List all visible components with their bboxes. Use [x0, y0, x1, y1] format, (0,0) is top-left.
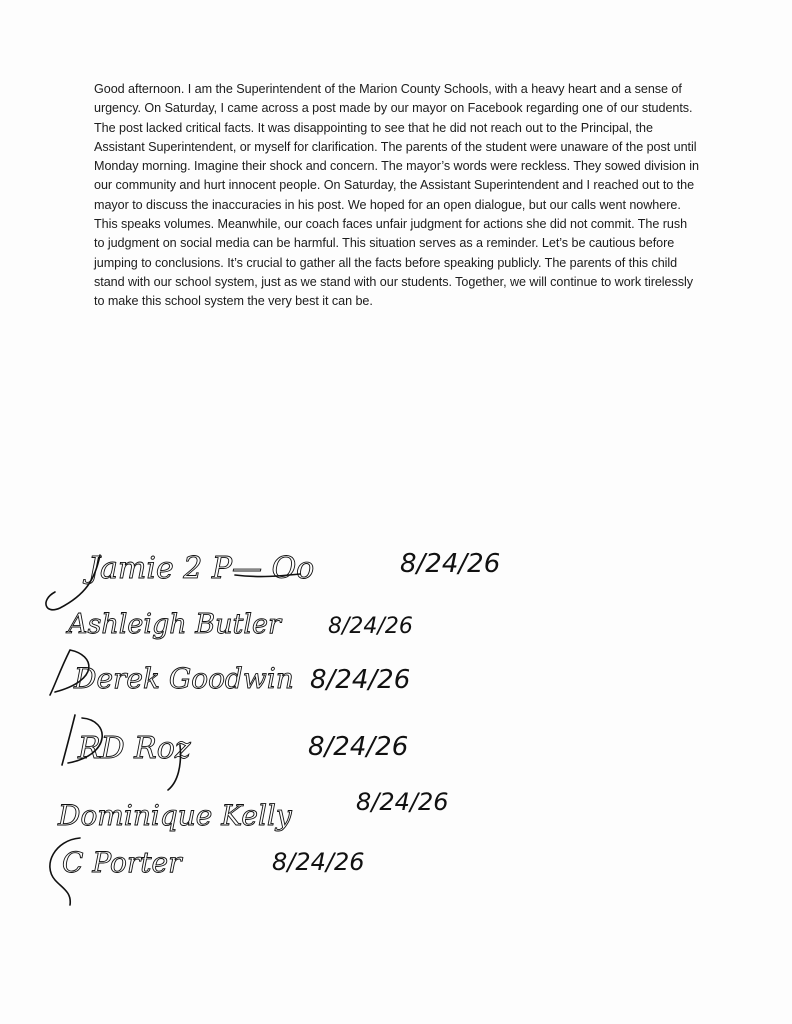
- signature-5-name: Dominique Kelly: [58, 799, 292, 832]
- signature-4-name: RD Roz: [78, 731, 191, 766]
- signature-2-date: 8/24/26: [328, 614, 413, 639]
- signature-canvas: [0, 520, 792, 920]
- signature-6: [50, 838, 365, 905]
- signature-block: [0, 520, 792, 920]
- signature-3-name: Derek Goodwin: [74, 662, 294, 695]
- signature-6-name: C Porter: [62, 846, 182, 879]
- signature-1: [46, 549, 500, 610]
- signature-6-date: 8/24/26: [272, 848, 365, 876]
- statement-text: Good afternoon. I am the Superintendent of the Marion County Schools, with a heavy heart and a sense of urgency. On Saturday, I came across a post made by our mayor on Facebook regarding one of our students. The post lacked critical facts. It was disappointing to see that he did not reach out to the Principal, the Assistant Superintendent, or myself for clarification. The parents of the student were unaware of the post until Monday morning. Imagine their shock and concern. The mayor’s words were reckless. They sowed division in our community and hurt innocent people. On Saturday, the Assistant Superintendent and I reached out to the mayor to discuss the inaccuracies in his post. We hoped for an open dialogue, but our calls went nowhere. This speaks volumes. Meanwhile, our coach faces unfair judgment for actions she did not commit. The rush to judgment on social media can be harmful. This situation serves as a reminder. Let’s be cautious before jumping to conclusions. It’s crucial to gather all the facts before speaking publicly. The parents of this child stand with our school system, just as we stand with our students. Together, we will continue to work tirelessly to make this school system the very best it can be.: [94, 82, 699, 309]
- signature-4: [62, 715, 408, 790]
- signature-1-name: Jamie 2 P— Oo: [88, 551, 315, 586]
- signature-5-date: 8/24/26: [356, 788, 449, 816]
- signature-1-date: 8/24/26: [400, 549, 501, 579]
- signature-4-date: 8/24/26: [308, 732, 409, 762]
- signature-2: [65, 609, 413, 640]
- signature-3-date: 8/24/26: [310, 665, 411, 695]
- signature-3: [50, 650, 410, 695]
- signature-2-name: Ashleigh Butler: [68, 609, 281, 640]
- signature-5: [57, 788, 449, 832]
